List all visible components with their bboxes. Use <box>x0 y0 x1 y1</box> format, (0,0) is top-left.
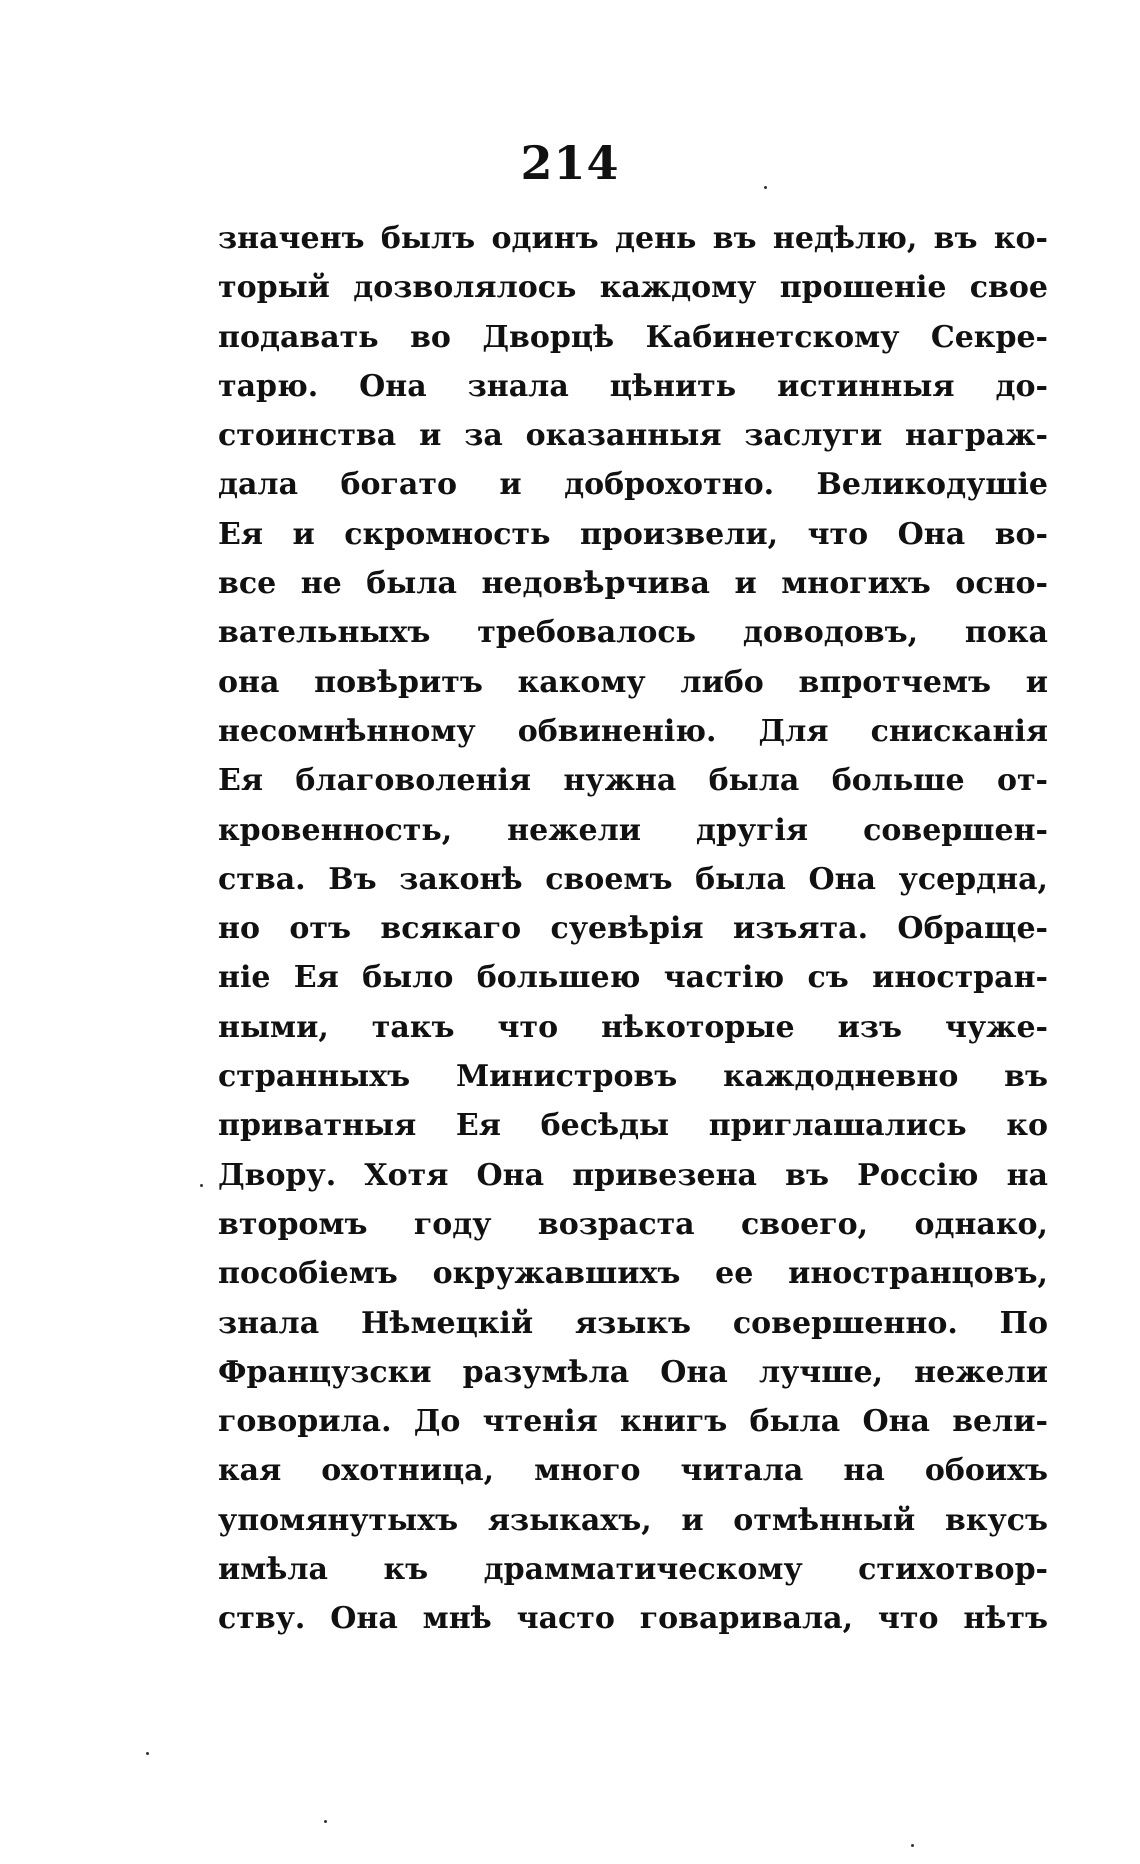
text-line: она повѣритъ какому либо впротчемъ и <box>218 664 1048 700</box>
text-line: упомянутыхъ языкахъ, и отмѣнный вкусъ <box>218 1502 1048 1538</box>
text-line: ніе Ея было большею частію съ иностран- <box>218 960 1048 996</box>
text-line: несомнѣнному обвиненію. Для снисканія <box>218 713 1048 749</box>
text-line: стоинства и за оказанныя заслуги награж- <box>218 418 1048 454</box>
ink-speck <box>324 1820 327 1823</box>
text-line: ству. Она мнѣ часто говаривала, что нѣтъ <box>218 1601 1048 1637</box>
text-line: Двору. Хотя Она привезена въ Россію на <box>218 1157 1048 1193</box>
body-text <box>218 214 1048 1644</box>
text-line: кая охотница, много читала на обоихъ <box>218 1453 1048 1489</box>
text-line: но отъ всякаго суевѣрія изъята. Обраще- <box>218 911 1048 947</box>
text-line: ными, такъ что нѣкоторые изъ чуже- <box>218 1009 1048 1045</box>
ink-speck <box>911 1844 914 1847</box>
text-line: имѣла къ драмматическому стихотвор- <box>218 1552 1048 1588</box>
text-line: тарю. Она знала цѣнить истинныя до- <box>218 368 1048 404</box>
text-line: странныхъ Министровъ каждодневно въ <box>218 1059 1048 1095</box>
ink-speck <box>146 1752 149 1755</box>
text-line: торый дозволялось каждому прошеніе свое <box>218 270 1048 306</box>
text-line: знала Нѣмецкій языкъ совершенно. По <box>218 1305 1048 1341</box>
text-line: Французски разумѣла Она лучше, нежели <box>218 1354 1048 1390</box>
page-number: 214 <box>520 136 620 190</box>
text-line: Ея благоволенія нужна была больше от- <box>218 763 1048 799</box>
text-line: вательныхъ требовалось доводовъ, пока <box>218 615 1048 651</box>
ink-speck <box>764 186 767 189</box>
text-line: второмъ году возраста своего, однако, <box>218 1206 1048 1242</box>
ink-speck <box>200 1184 203 1187</box>
text-line: приватныя Ея бесѣды приглашались ко <box>218 1108 1048 1144</box>
text-line: подавать во Дворцѣ Кабинетскому Секре- <box>218 319 1048 355</box>
text-line: все не была недовѣрчива и многихъ осно- <box>218 566 1048 602</box>
text-line: кровенность, нежели другія совершен- <box>218 812 1048 848</box>
text-line: пособіемъ окружавшихъ ее иностранцовъ, <box>218 1256 1048 1292</box>
text-line: дала богато и доброхотно. Великодушіе <box>218 467 1048 503</box>
text-line: говорила. До чтенія книгъ была Она вели- <box>218 1404 1048 1440</box>
text-line: значенъ былъ одинъ день въ недѣлю, въ ко- <box>218 221 1048 256</box>
text-line: ства. Въ законѣ своемъ была Она усердна, <box>218 861 1048 897</box>
text-line: Ея и скромность произвели, что Она во- <box>218 516 1048 552</box>
